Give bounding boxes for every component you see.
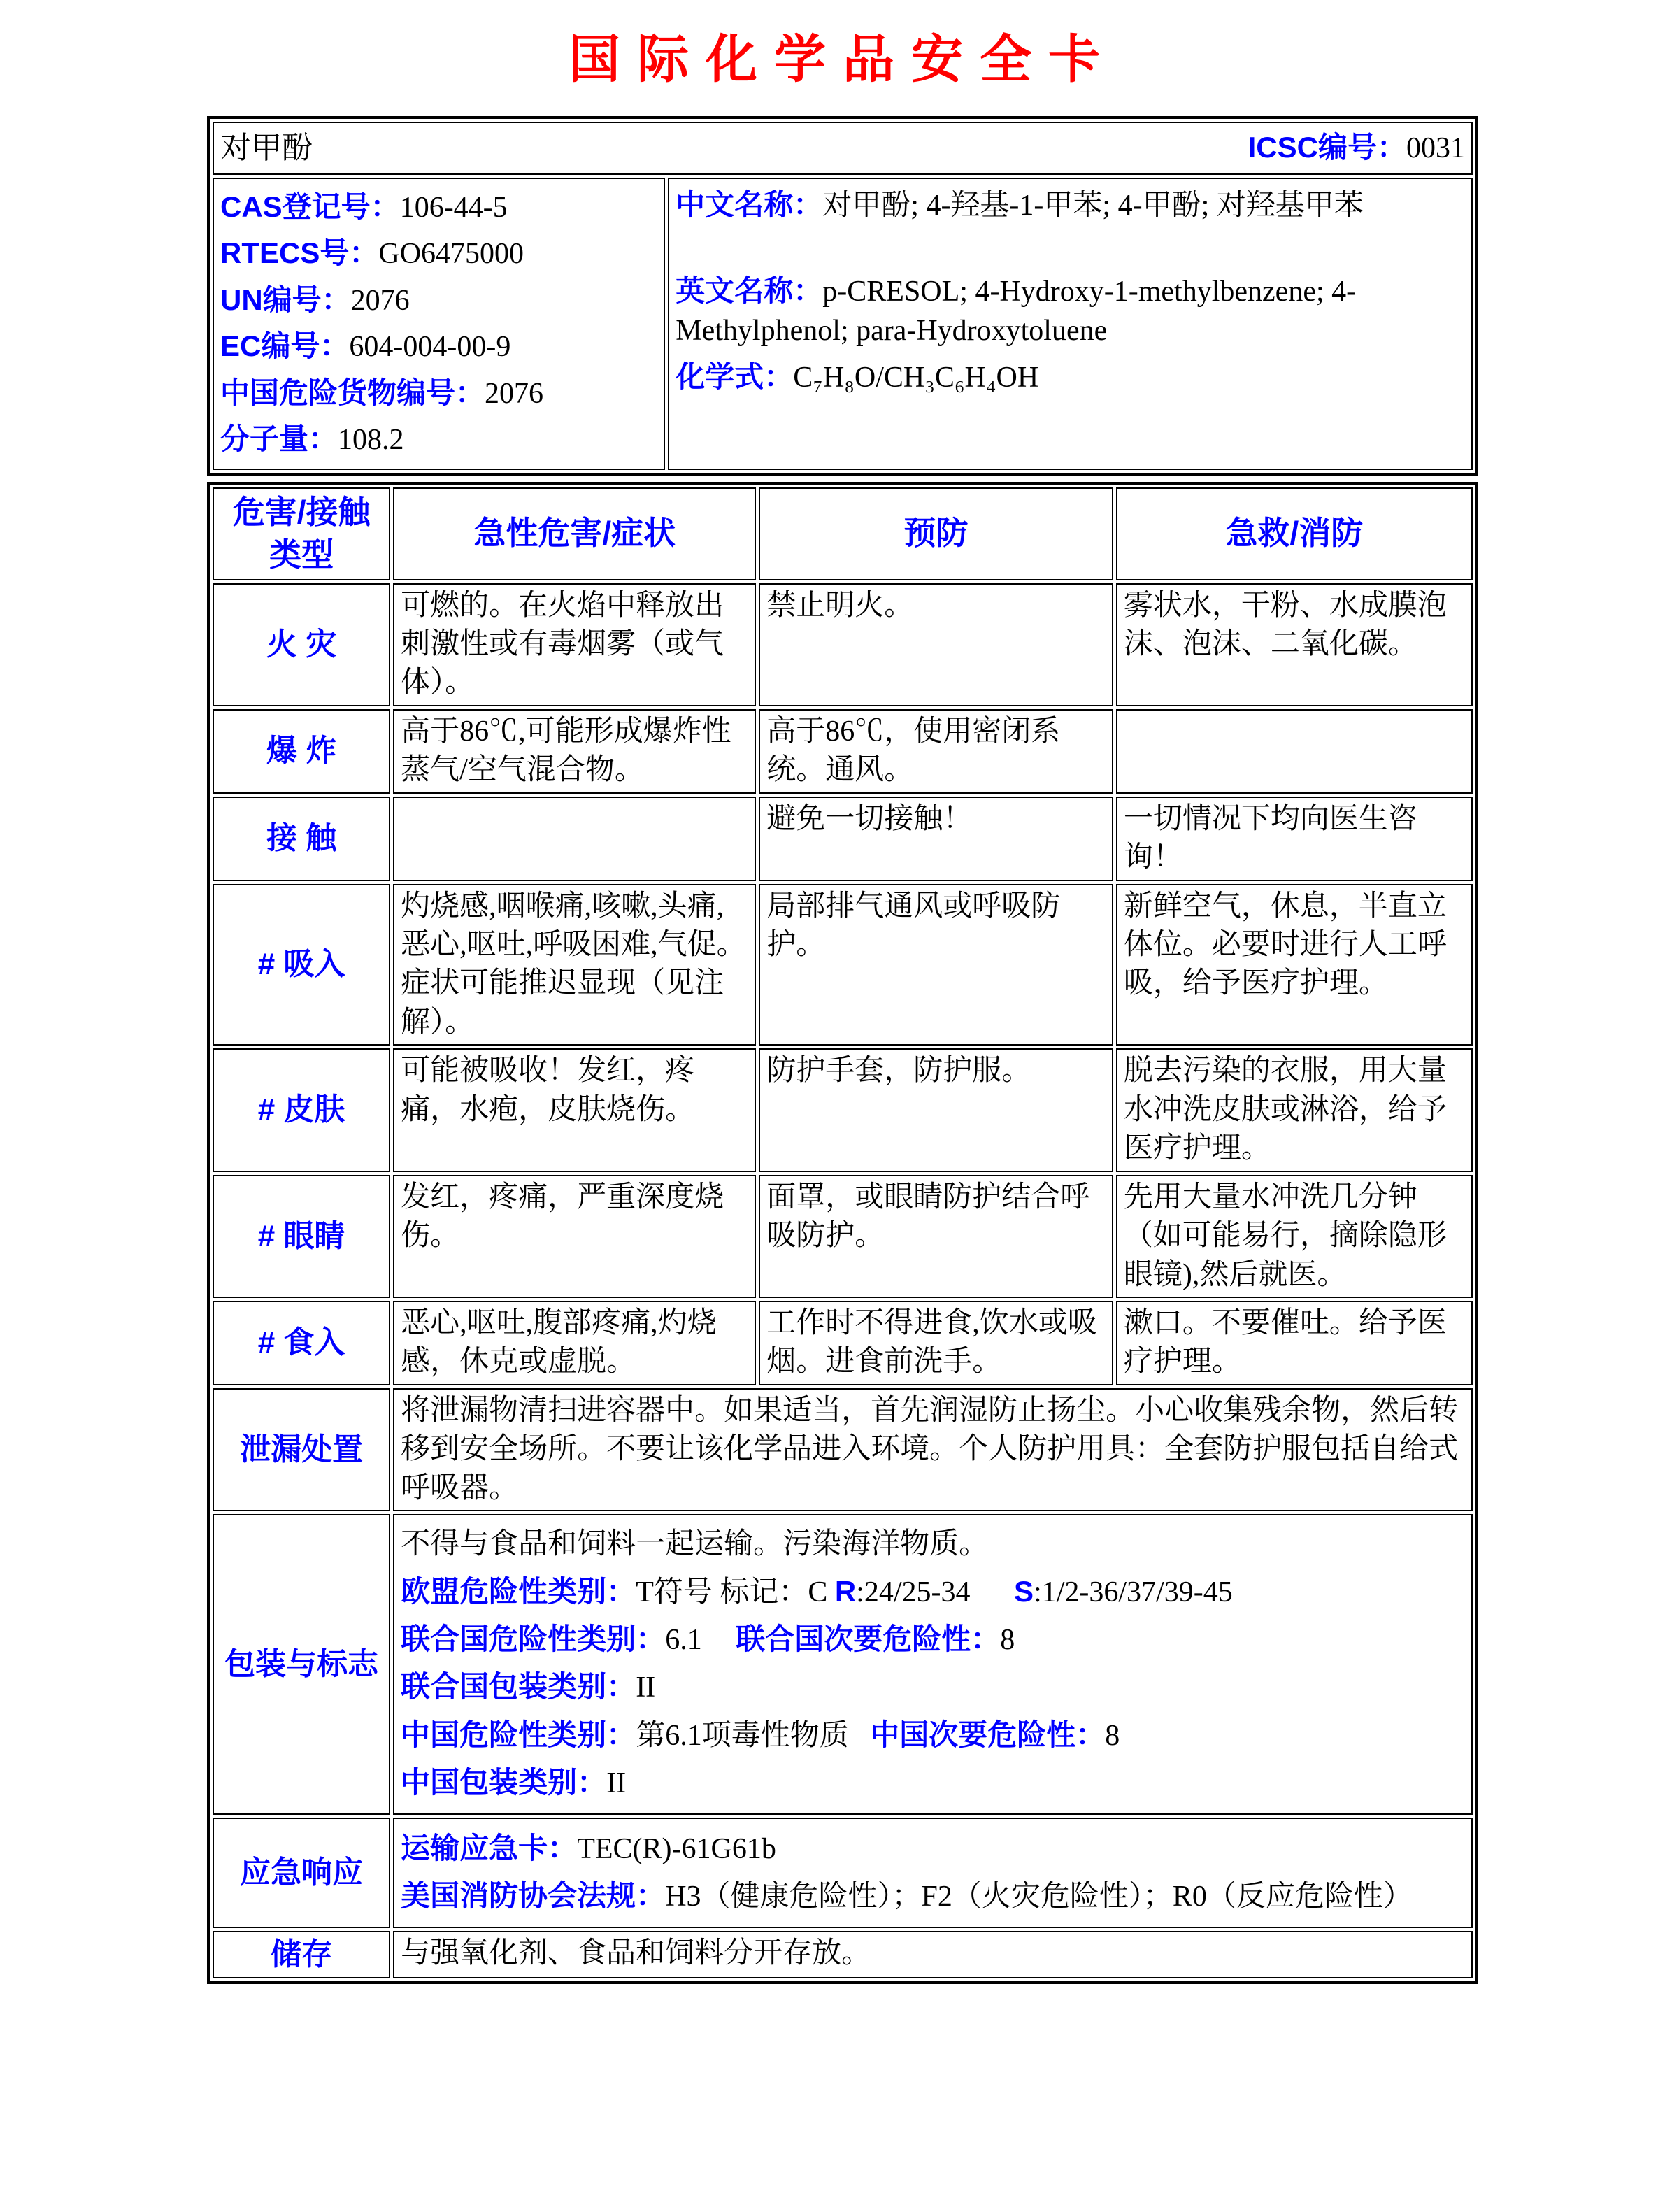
identifiers-row xyxy=(213,178,1473,470)
tec-line xyxy=(401,1829,1465,1869)
row-explosion xyxy=(213,709,1473,794)
eu-class-value: T符号 标记：C xyxy=(636,1576,828,1608)
symptoms-cell: 可燃的。在火焰中释放出刺激性或有毒烟雾（或气体）。 xyxy=(393,583,756,706)
eu-s-value: :1/2-36/37/39-45 xyxy=(1034,1576,1233,1608)
cas-value: 106-44-5 xyxy=(399,192,508,224)
row-emergency xyxy=(213,1818,1473,1928)
cn-dg-value: 2076 xyxy=(485,377,544,410)
mw-value: 108.2 xyxy=(338,424,404,457)
prevention-cell: 禁止明火。 xyxy=(759,583,1113,706)
names-cell xyxy=(668,178,1473,470)
un-pack-line xyxy=(401,1667,1465,1707)
un-sub-value: 8 xyxy=(1000,1624,1015,1656)
cn-dg-line xyxy=(220,373,657,413)
firstaid-cell: 先用大量水冲洗几分钟（如可能易行，摘除隐形眼镜),然后就医。 xyxy=(1116,1175,1473,1298)
cn-pack-line xyxy=(401,1763,1465,1803)
row-spill xyxy=(213,1388,1473,1511)
transport-note: 不得与食品和饲料一起运输。污染海洋物质。 xyxy=(401,1528,989,1561)
prevention-cell: 局部排气通风或呼吸防护。 xyxy=(759,884,1113,1046)
cn-sub-label: 中国次要危险性： xyxy=(870,1718,1106,1751)
eu-class-label: 欧盟危险性类别： xyxy=(401,1574,636,1608)
cn-pack-label: 中国包装类别： xyxy=(401,1766,607,1799)
cn-hazard-label: 中国危险性类别： xyxy=(401,1718,636,1751)
symptoms-cell: 恶心,呕吐,腹部疼痛,灼烧感，休克或虚脱。 xyxy=(393,1301,756,1385)
un-label: UN编号： xyxy=(220,283,351,316)
firstaid-cell: 一切情况下均向医生咨询！ xyxy=(1116,797,1473,881)
firstaid-cell: 脱去污染的衣服，用大量水冲洗皮肤或淋浴，给予医疗护理。 xyxy=(1116,1048,1473,1171)
prevention-cell: 工作时不得进食,饮水或吸烟。进食前洗手。 xyxy=(759,1301,1113,1385)
hazard-header-row xyxy=(213,487,1473,580)
hazard-type-cell: # 眼睛 xyxy=(213,1175,390,1298)
col-header-type: 危害/接触类型 xyxy=(213,487,390,580)
tec-value: TEC(R)-61G61b xyxy=(577,1832,776,1865)
firstaid-cell: 漱口。不要催吐。给予医疗护理。 xyxy=(1116,1301,1473,1385)
col-header-firstaid: 急救/消防 xyxy=(1116,487,1473,580)
firstaid-cell xyxy=(1116,709,1473,794)
symptoms-cell: 高于86℃,可能形成爆炸性蒸气/空气混合物。 xyxy=(393,709,756,794)
identifiers-cell xyxy=(213,178,665,470)
english-name-line xyxy=(676,271,1465,350)
hazard-type-cell: 泄漏处置 xyxy=(213,1388,390,1511)
un-pack-label: 联合国包装类别： xyxy=(401,1670,636,1704)
english-name-value: p-CRESOL; 4-Hydroxy-1-methylbenzene; 4-Methylphenol; para-Hydroxytoluene xyxy=(676,276,1357,347)
un-hazard-label: 联合国危险性类别： xyxy=(401,1622,666,1655)
cn-sub-value: 8 xyxy=(1105,1719,1120,1752)
mw-line xyxy=(220,420,657,459)
firstaid-cell: 雾状水，干粉、水成膜泡沫、泡沫、二氧化碳。 xyxy=(1116,583,1473,706)
hazard-type-cell: # 皮肤 xyxy=(213,1048,390,1171)
rtecs-label: RTECS号： xyxy=(220,236,379,270)
cas-line xyxy=(220,187,657,227)
cas-label: CAS登记号： xyxy=(220,190,400,223)
eu-r-label: R xyxy=(834,1574,857,1608)
icsc-label: ICSC编号： xyxy=(1248,131,1406,164)
un-sub-label: 联合国次要危险性： xyxy=(736,1622,1001,1655)
header-strip-row xyxy=(213,122,1473,175)
hazard-type-cell: 爆 炸 xyxy=(213,709,390,794)
row-fire xyxy=(213,583,1473,706)
hazard-type-cell: # 吸入 xyxy=(213,884,390,1046)
row-eyes xyxy=(213,1175,1473,1298)
hazard-type-cell: 火 灾 xyxy=(213,583,390,706)
ec-label: EC编号： xyxy=(220,329,350,363)
emergency-content-cell xyxy=(393,1818,1473,1928)
identification-table xyxy=(207,116,1478,476)
symptoms-cell: 发红，疼痛，严重深度烧伤。 xyxy=(393,1175,756,1298)
un-hazard-line xyxy=(401,1620,1465,1660)
english-name-label: 英文名称： xyxy=(676,274,823,308)
symptoms-cell: 可能被吸收！发红，疼痛，水疱，皮肤烧伤。 xyxy=(393,1048,756,1171)
eu-s-label: S xyxy=(1014,1574,1034,1608)
hazard-type-cell: 接 触 xyxy=(213,797,390,881)
rtecs-value: GO6475000 xyxy=(378,238,524,271)
icsc-value: 0031 xyxy=(1406,132,1465,165)
row-skin xyxy=(213,1048,1473,1171)
prevention-cell: 避免一切接触！ xyxy=(759,797,1113,881)
symptoms-cell: 灼烧感,咽喉痛,咳嗽,头痛,恶心,呕吐,呼吸困难,气促。症状可能推迟显现（见注解）。 xyxy=(393,884,756,1046)
safety-card xyxy=(207,116,1478,1984)
symptoms-cell xyxy=(393,797,756,881)
header-strip-cell xyxy=(213,122,1473,175)
rtecs-line xyxy=(220,234,657,273)
row-storage xyxy=(213,1931,1473,1978)
cn-hazard-line xyxy=(401,1715,1465,1755)
chinese-name-line xyxy=(676,185,1465,225)
ec-line xyxy=(220,327,657,366)
icsc-number xyxy=(1248,128,1465,168)
packaging-content-cell xyxy=(393,1514,1473,1815)
cn-dg-label: 中国危险货物编号： xyxy=(220,376,485,409)
eu-classification-line xyxy=(401,1572,1465,1612)
ec-value: 604-004-00-9 xyxy=(349,331,511,364)
hazard-type-cell: 应急响应 xyxy=(213,1818,390,1928)
prevention-cell: 面罩，或眼睛防护结合呼吸防护。 xyxy=(759,1175,1113,1298)
row-packaging xyxy=(213,1514,1473,1815)
row-inhalation xyxy=(213,884,1473,1046)
storage-content-cell: 与强氧化剂、食品和饲料分开存放。 xyxy=(393,1931,1473,1978)
un-pack-value: II xyxy=(636,1671,656,1704)
spill-content-cell: 将泄漏物清扫进容器中。如果适当，首先润湿防止扬尘。小心收集残余物，然后转移到安全场所。不要让该化学品进入环境。个人防护用具：全套防护服包括自给式呼吸器。 xyxy=(393,1388,1473,1511)
eu-r-value: :24/25-34 xyxy=(856,1576,971,1608)
substance-name: 对甲酚 xyxy=(220,130,313,165)
chinese-name-value: 对甲酚; 4-羟基-1-甲苯; 4-甲酚; 对羟基甲苯 xyxy=(822,190,1364,222)
formula-label: 化学式： xyxy=(676,360,794,394)
page-title: 国际化学品安全卡 xyxy=(569,30,1117,88)
hazard-type-cell: 储存 xyxy=(213,1931,390,1978)
firstaid-cell: 新鲜空气，休息，半直立体位。必要时进行人工呼吸，给予医疗护理。 xyxy=(1116,884,1473,1046)
tec-label: 运输应急卡： xyxy=(401,1831,578,1864)
prevention-cell: 高于86℃，使用密闭系统。通风。 xyxy=(759,709,1113,794)
formula-value: C₇H₈O/CH₃C₆H₄OH xyxy=(793,362,1039,394)
row-ingestion xyxy=(213,1301,1473,1385)
mw-label: 分子量： xyxy=(220,422,338,456)
col-header-prevention: 预防 xyxy=(759,487,1113,580)
nfpa-value: H3（健康危险性）；F2（火灾危险性）；R0（反应危险性） xyxy=(665,1881,1413,1913)
chinese-name-label: 中文名称： xyxy=(676,188,823,221)
formula-line xyxy=(676,357,1465,397)
nfpa-label: 美国消防协会法规： xyxy=(401,1879,666,1913)
hazard-type-cell: # 食入 xyxy=(213,1301,390,1385)
col-header-symptoms: 急性危害/症状 xyxy=(393,487,756,580)
hazard-type-cell: 包装与标志 xyxy=(213,1514,390,1815)
prevention-cell: 防护手套，防护服。 xyxy=(759,1048,1113,1171)
un-hazard-value: 6.1 xyxy=(665,1624,702,1656)
hazard-table xyxy=(207,482,1478,1984)
un-value: 2076 xyxy=(350,284,410,317)
nfpa-line xyxy=(401,1876,1465,1916)
row-exposure xyxy=(213,797,1473,881)
cn-pack-value: II xyxy=(606,1767,627,1800)
un-line xyxy=(220,280,657,320)
cn-hazard-value: 第6.1项毒性物质 xyxy=(636,1719,849,1752)
